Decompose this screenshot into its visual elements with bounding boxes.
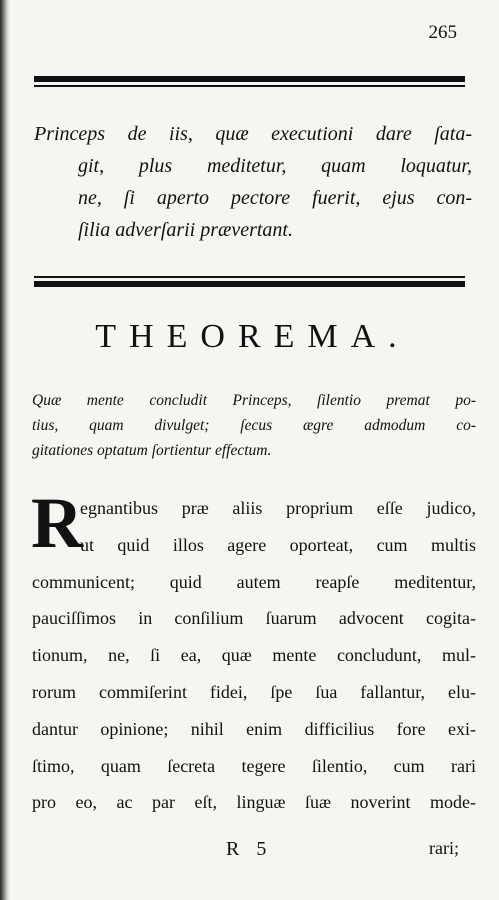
body-line: ſtimo, quam ſecreta tegere ſilentio, cum rari xyxy=(32,755,476,776)
theorem-subtitle xyxy=(32,388,476,463)
book-spine-shadow xyxy=(0,0,10,900)
epigraph-line: Princeps de iis, quæ executioni dare ſata- xyxy=(34,123,472,145)
epigraph-line: git, plus meditetur, quam loquatur, xyxy=(78,155,472,177)
body-line: pauciſſimos in conſilium ſuarum advocent cogita- xyxy=(32,608,476,629)
body-line: tionum, ne, ſi ea, quæ mente concludunt, mul- xyxy=(32,645,476,666)
body-line: communicent; quid autem reapſe meditentur, xyxy=(32,571,476,592)
drop-cap: R xyxy=(31,483,83,563)
middle-double-rule xyxy=(34,276,465,287)
epigraph-line: ſilia adverſarii prævertant. xyxy=(78,219,293,241)
body-line: pro eo, ac par eſt, linguæ ſuæ noverint mode- xyxy=(32,792,476,813)
body-line: egnantibus præ aliis proprium eſſe judico, xyxy=(80,498,476,518)
rule-thick-line xyxy=(34,76,465,82)
body-line: ut quid illos agere oporteat, cum multis xyxy=(80,534,476,555)
theorem-heading: THEOREMA. xyxy=(95,318,410,355)
top-double-rule xyxy=(34,76,465,87)
subtitle-line: tius, quam divulget; ſecus ægre admodum co- xyxy=(32,417,476,434)
body-line: dantur opinione; nihil enim difficilius fore exi- xyxy=(32,718,476,739)
epigraph-line: ne, ſi aperto pectore fuerit, ejus con- xyxy=(78,187,472,209)
rule-thick-line xyxy=(34,281,465,287)
page-number: 265 xyxy=(428,22,457,43)
rule-thin-line xyxy=(34,276,465,278)
epigraph xyxy=(34,118,472,246)
catchword: rari; xyxy=(429,838,459,858)
body-line: rorum commiſerint fidei, ſpe ſua fallantur, elu- xyxy=(32,681,476,702)
signature-mark: R 5 xyxy=(226,838,273,860)
rule-thin-line xyxy=(34,85,465,87)
subtitle-line: Quæ mente concludit Princeps, ſilentio premat po- xyxy=(32,392,476,409)
body-text xyxy=(31,483,476,821)
subtitle-line: gitationes optatum ſortientur effectum. xyxy=(32,442,272,459)
